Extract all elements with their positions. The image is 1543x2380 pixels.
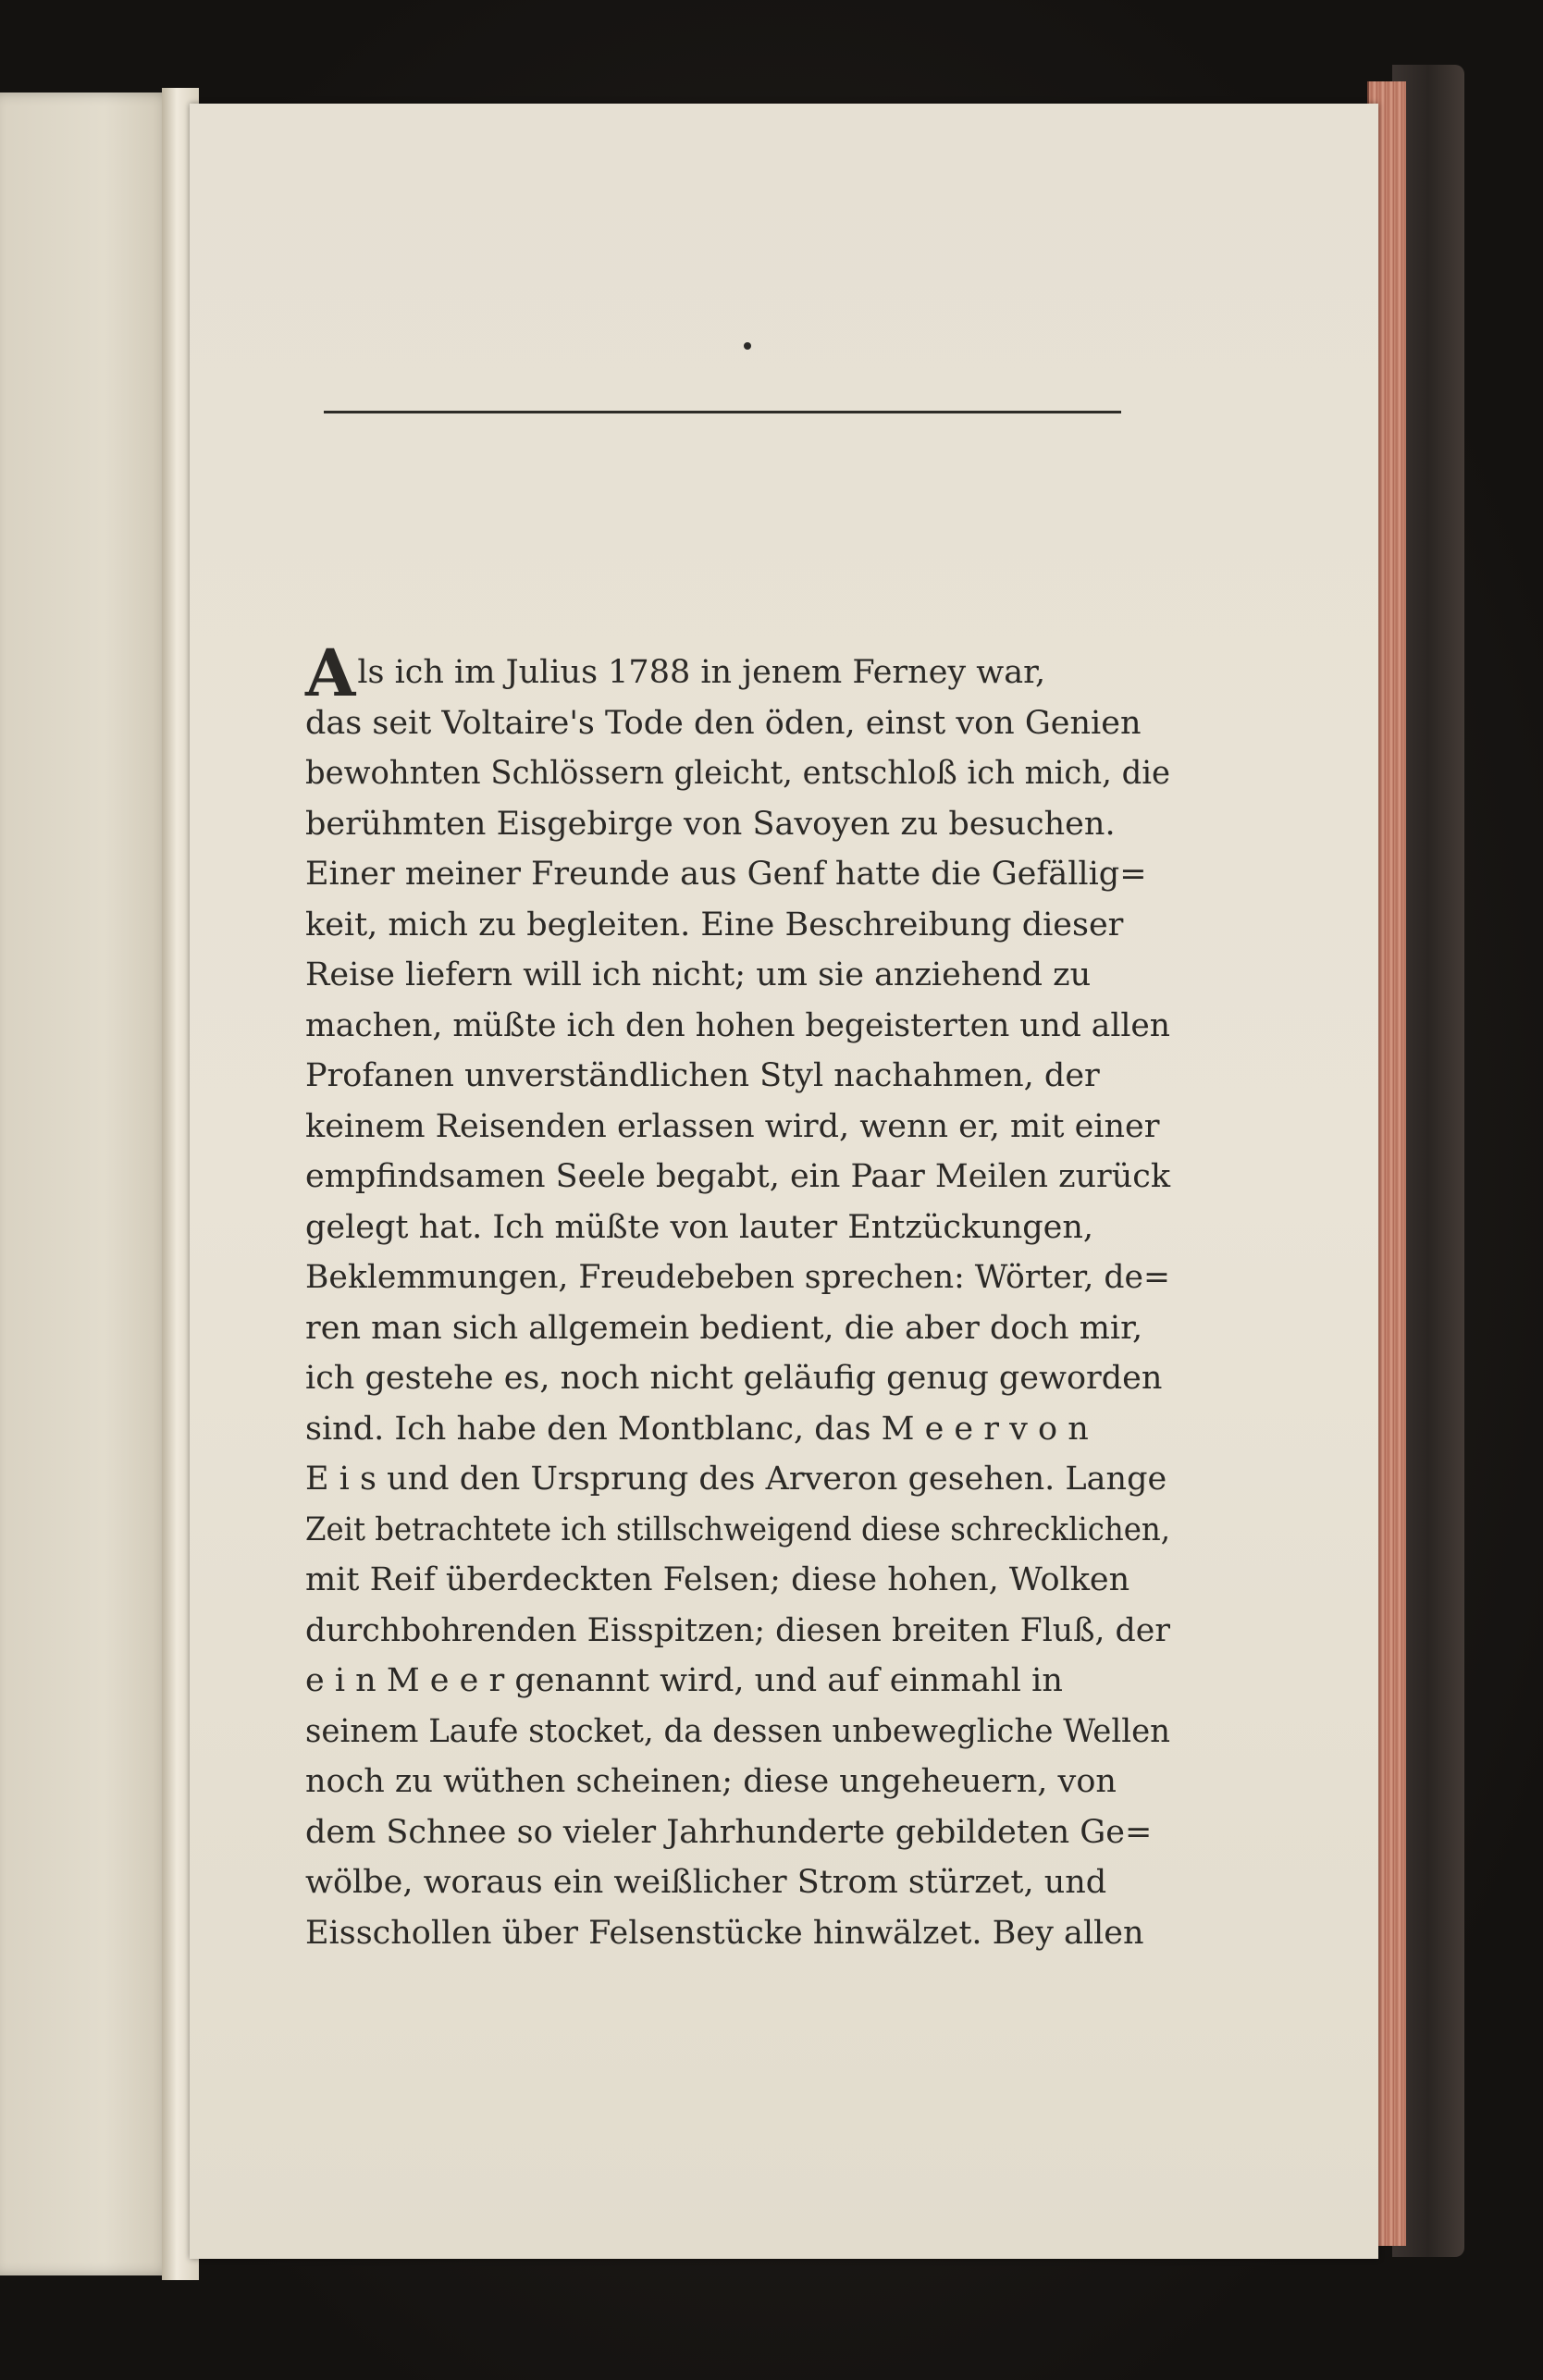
text-line (305, 1757, 1170, 1807)
line-14: ich gestehe es, noch nicht geläufig genug geworden (305, 1360, 1163, 1397)
line-5: keit, mich zu begleiten. Eine Beschreibung dieser (305, 906, 1124, 943)
line-21: seinem Laufe stocket, da dessen unbewegliche Wellen (305, 1712, 1170, 1750)
line-23: dem Schnee so vieler Jahrhunderte gebildeten Ge= (305, 1813, 1153, 1851)
line-7: machen, müßte ich den hohen begeisterten und allen (305, 1006, 1170, 1044)
text-line (305, 748, 1170, 799)
line-8: Profanen unverständlichen Styl nachahmen, der (305, 1057, 1100, 1094)
text-line (305, 1807, 1170, 1858)
text-line (305, 1102, 1170, 1153)
line-17: Zeit betrachtete ich stillschweigend diese schrecklichen, (305, 1511, 1170, 1548)
line-18: mit Reif überdeckten Felsen; diese hohen, Wolken (305, 1561, 1130, 1598)
text-line (305, 1908, 1170, 1959)
ornament-dot (744, 342, 751, 350)
line-1: das seit Voltaire's Tode den öden, einst von Genien (305, 704, 1142, 742)
line-15: sind. Ich habe den Montblanc, das M e e r v o n (305, 1410, 1089, 1448)
text-line (305, 1454, 1170, 1505)
line-13: ren man sich allgemein bedient, die aber doch mir, (305, 1309, 1143, 1347)
line-22: noch zu wüthen scheinen; diese ungeheuern, von (305, 1763, 1117, 1800)
line-20: e i n M e e r genannt wird, und auf einmahl in (305, 1662, 1063, 1699)
text-line (305, 1404, 1170, 1455)
text-line (305, 1252, 1170, 1303)
line-16: E i s und den Ursprung des Arveron gesehen. Lange (305, 1461, 1167, 1498)
text-line (305, 634, 1170, 711)
text-line (305, 1353, 1170, 1404)
line-24: wölbe, woraus ein weißlicher Strom stürzet, und (305, 1864, 1107, 1901)
text-line (305, 1001, 1170, 1052)
line-12: Beklemmungen, Freudebeben sprechen: Wörter, de= (305, 1259, 1170, 1296)
text-line (305, 900, 1170, 951)
text-line (305, 1505, 1170, 1556)
text-line (305, 698, 1170, 749)
text-line (305, 1051, 1170, 1102)
body-text (305, 634, 1170, 1958)
text-line (305, 1555, 1170, 1606)
left-page-edge (0, 92, 174, 2275)
line-11: gelegt hat. Ich müßte von lauter Entzückungen, (305, 1208, 1094, 1246)
line-6: Reise liefern will ich nicht; um sie anziehend zu (305, 956, 1092, 993)
line-0: ls ich im Julius 1788 in jenem Ferney war, (357, 654, 1046, 691)
text-line (305, 849, 1170, 900)
text-line (305, 799, 1170, 850)
header-rule (324, 411, 1121, 413)
line-25: Eisschollen über Felsenstücke hinwälzet. Bey allen (305, 1914, 1144, 1952)
text-line (305, 1303, 1170, 1354)
text-line (305, 1656, 1170, 1707)
drop-cap: A (305, 634, 356, 711)
text-line (305, 1152, 1170, 1202)
text-line (305, 1606, 1170, 1657)
first-line (305, 634, 1046, 711)
text-line (305, 1707, 1170, 1757)
line-19: durchbohrenden Eisspitzen; diesen breiten Fluß, der (305, 1611, 1170, 1649)
line-4: Einer meiner Freunde aus Genf hatte die Gefällig= (305, 856, 1147, 893)
text-line (305, 1202, 1170, 1253)
line-10: empfindsamen Seele begabt, ein Paar Meilen zurück (305, 1158, 1170, 1195)
text-line (305, 950, 1170, 1001)
text-line (305, 1857, 1170, 1908)
line-9: keinem Reisenden erlassen wird, wenn er, mit einer (305, 1107, 1160, 1145)
line-3: berühmten Eisgebirge von Savoyen zu besuchen. (305, 805, 1116, 843)
line-2: bewohnten Schlössern gleicht, entschloß ich mich, die (305, 755, 1170, 792)
